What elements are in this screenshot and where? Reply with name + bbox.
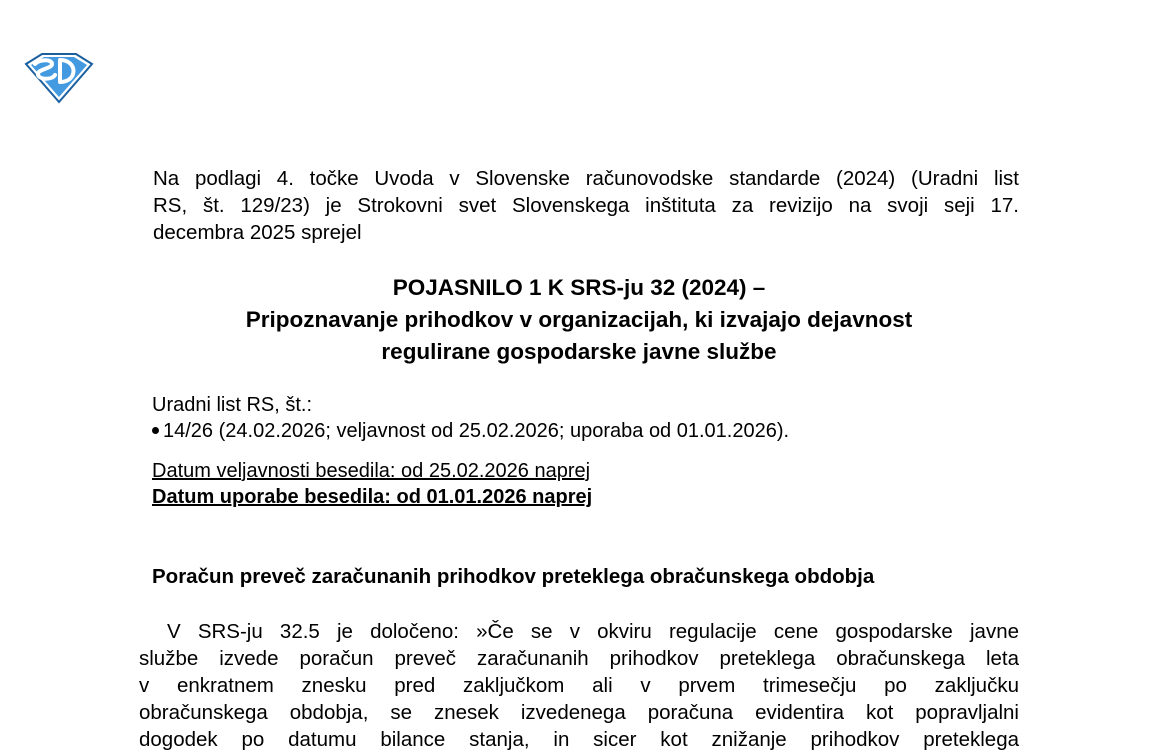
applied-from-text: Datum uporabe besedila: od 01.01.2026 naprej [152, 486, 593, 508]
gazette-item [152, 418, 789, 444]
valid-from-text: Datum veljavnosti besedila: od 25.02.2026 naprej [152, 460, 591, 482]
gazette-item-text: 14/26 (24.02.2026; veljavnost od 25.02.2026; uporaba od 01.01.2026). [163, 420, 790, 442]
intro-paragraph [139, 165, 1019, 246]
bullet-icon [152, 427, 159, 434]
title-line-3: regulirane gospodarske javne službe [381, 339, 777, 364]
section-line: V SRS-ju 32.5 je določeno: »Če se v okviru regulacije cene gospodarske javne [167, 620, 1019, 643]
intro-line: RS, št. 129/23) je Strokovni svet Slovenskega inštituta za revizijo na svoji seji 17. [153, 194, 1019, 217]
section-line: v enkratnem znesku pred zaključkom ali v prvem trimesečju po zaključku [139, 674, 1019, 697]
section-heading: Poračun preveč zaračunanih prihodkov preteklega obračunskega obdobja [152, 565, 875, 588]
section-line: obračunskega obdobja, se znesek izvedenega poračuna evidentira kot popravljalni [139, 701, 1019, 724]
validity-block [152, 458, 592, 510]
intro-line: decembra 2025 sprejel [153, 221, 362, 244]
section-line: dogodek po datumu bilance stanja, in sicer kot znižanje prihodkov preteklega [139, 728, 1019, 751]
intro-line: Na podlagi 4. točke Uvoda v Slovenske računovodske standarde (2024) (Uradni list [153, 167, 1019, 190]
title-line-1: POJASNILO 1 K SRS-ju 32 (2024) – [392, 275, 766, 300]
gazette-label: Uradni list RS, št.: [152, 394, 313, 416]
section-paragraph [139, 618, 1019, 753]
document-title [139, 272, 1019, 368]
sd-shield-logo-icon [22, 50, 96, 104]
section-line: službe izvede poračun preveč zaračunanih prihodkov preteklega obračunskega leta [139, 647, 1019, 670]
gazette-block [152, 392, 789, 444]
title-line-2: Pripoznavanje prihodkov v organizacijah, ki izvajajo dejavnost [245, 307, 913, 332]
